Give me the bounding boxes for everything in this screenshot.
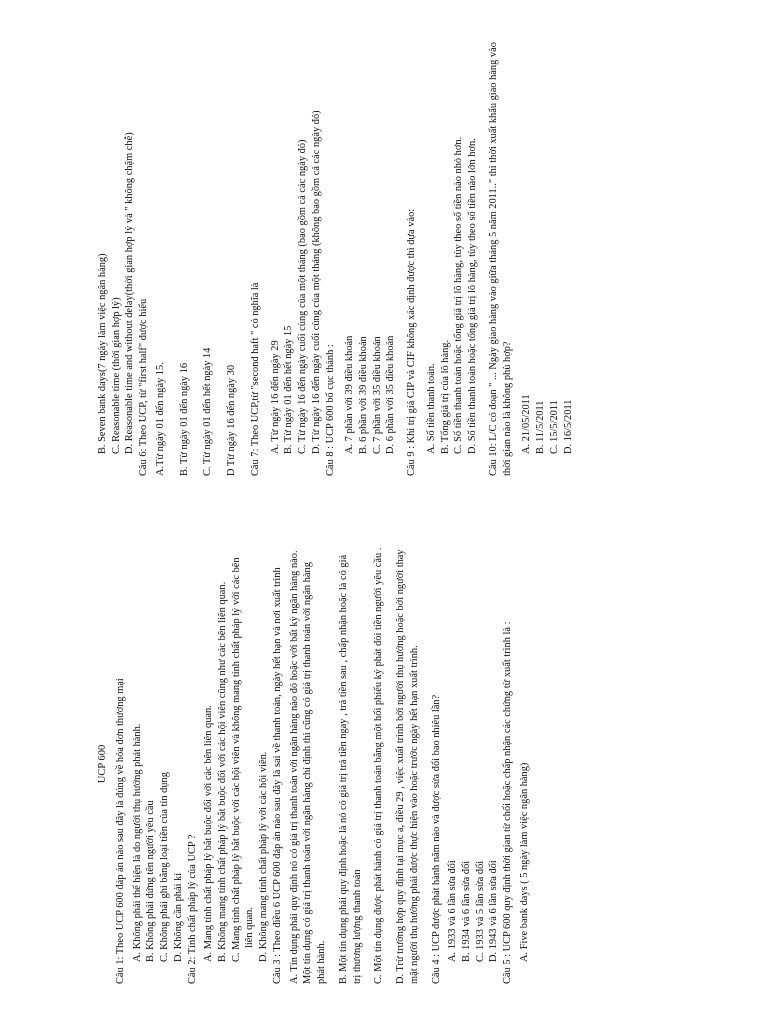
question-8-option-b: B. 6 phần với 39 điều khoản <box>358 336 370 454</box>
question-7-option-d: D. Từ ngày 16 đến ngày cuối cùng của một tháng (không bao gồm cả các ngày đó) <box>310 110 322 454</box>
question-2-option-a: A. Mang tính chất pháp lý bắt buộc đối với các bên liên quan. <box>203 705 215 962</box>
page-title: UCP 600 <box>97 744 108 784</box>
question-1: Câu 1: Theo UCP 600 đáp án nào sau đây là đúng về hóa đơn thương mại <box>114 678 126 984</box>
question-9-option-d: D. Số tiền thanh toán hoặc tổng giá trị lô hàng, tùy theo số tiền nào lớn hơn. <box>467 138 479 454</box>
left-column <box>96 544 532 984</box>
question-1-option-a: A. Không phải thể hiện là do người thụ hưởng phát hành. <box>131 723 143 962</box>
question-8: Câu 8 : UCP 600 bố cục thành : <box>324 344 336 476</box>
question-2: Câu 2: Tính chất pháp lý của UCP ? <box>186 834 198 984</box>
right-column <box>96 36 575 476</box>
question-3-option-d: D. Trừ trường hợp quy định tại mục a, điều 29 , việc xuất trình bởi người thụ hưởng hoặc bởi người thay mặt người thụ hưởng phải được thực hiện vào hoặc trước ngày hết hạn xuất trình. <box>395 549 420 984</box>
question-3: Câu 3 : Theo điều 6 UCP 600 đáp án nào sau đây là sai về thanh toán, ngày hết hạn và nơi xuất trình <box>271 567 283 984</box>
question-4-option-a: A. 1933 và 6 lần sửa đổi <box>447 860 459 962</box>
question-9-option-a: A. Số tiền thanh toán. <box>425 363 437 454</box>
question-5-option-d: D. Reasonable time and without delay(thời gian hợp lý và " không chậm chễ) <box>124 132 136 454</box>
question-2-option-c: C. Mang tính chất pháp lý bắt buộc với các hội viên và không mang tính chất pháp lý với các bên liên quan. <box>230 557 256 962</box>
question-9-option-b: B. Tổng giá trị của lô hàng. <box>439 339 451 454</box>
question-5-option-c: C. Reasonable time (thời gian hợp lý) <box>110 297 122 454</box>
question-3-option-c: C. Một tín dụng được phát hành có giá trị thanh toán bằng một hối phiếu ký phát đòi tiền người yêu cầu . <box>373 547 385 984</box>
question-10: Câu 10: L/C có đoạn " ... Ngày giao hàng vào giữa tháng 5 năm 2011.." thì thời xuất khẩu giao hàng vào thời gian nào là không phù hợp? <box>487 42 513 476</box>
question-6-option-a: A.Từ ngày 01 đến ngày 15. <box>154 362 166 476</box>
question-8-option-c: C. 7 phần với 35 điều khoản <box>371 336 383 454</box>
question-10-option-d: D. 16/5/2011 <box>562 399 574 454</box>
question-8-option-d: D. 6 phần với 35 điều khoản <box>385 335 397 454</box>
question-6-option-c: C. Từ ngày 01 đến hết ngày 14 <box>202 347 214 476</box>
question-5: Câu 5 : UCP 600 quy định thời gian từ chối hoặc chấp nhận các chứng từ xuất trình là : <box>502 621 514 984</box>
question-3-option-b: B. Một tín dụng phải quy định hoặc là nó có giá trị trả tiền ngay , trả tiền sau , chấp nhận hoặc là có giá trị thương lượng thanh toán <box>337 554 363 984</box>
question-4-option-c: C. 1933 và 5 lần sửa đổi <box>474 860 486 962</box>
question-2-option-b: B. Không mang tính chất pháp lý bắt buộc đối với các hội viên cũng như các bên liên quan. <box>217 581 228 962</box>
question-6-option-b: B. Từ ngày 01 đến ngày 16 <box>178 362 190 476</box>
question-3-option-a: A. Tín dụng phải quy định nó có giá trị thanh toán với ngân hàng nào đó hoặc với bất kỳ ngân hàng nào. Một tín dụng có giá trị thanh toán với ngân hàng chỉ định thì cũng có giá trị thanh toán với ngân hàng phát hành. <box>288 550 328 984</box>
question-10-option-b: B. 11/5/2011 <box>535 400 547 454</box>
question-7: Câu 7: Theo UCP,từ "second haft " có nghĩa là <box>249 282 261 476</box>
question-10-option-c: C. 15/5/2011 <box>548 400 560 454</box>
question-4-option-b: B. 1934 và 6 lần sửa đổi <box>461 860 473 962</box>
question-6: Câu 6: Theo UCP, từ "first half" được hiểu <box>138 298 150 476</box>
question-5-option-a: A. Five bank days ( 5 ngày làm việc ngân hàng) <box>518 762 530 962</box>
question-8-option-a: A. 7 phần với 39 điều khoản <box>344 335 356 454</box>
question-4: Câu 4 : UCP được phát hành năm nào và được sửa đổi bao nhiêu lần? <box>430 694 442 984</box>
question-10-option-a: A. 21/05/2011 <box>521 394 533 454</box>
question-7-option-c: C. Từ ngày 16 đến ngày cuối cùng của một tháng (bao gồm cả các ngày đó) <box>297 139 309 454</box>
question-1-option-c: C. Không phải ghi bằng loại tiền của tín dụng <box>159 772 171 962</box>
question-9-option-c: C. Số tiền thanh toán hoặc tổng giá trị lô hàng, tùy theo số tiền nào nhỏ hơn. <box>453 136 465 454</box>
question-9: Câu 9 : Khi trị giá CIP và CIF không xác định được thì dựa vào: <box>406 208 418 476</box>
question-1-option-b: B. Không phải đứng tên người yêu cầu <box>145 800 157 962</box>
question-5-option-b: B. Seven bank days(7 ngày làm việc ngân hàng) <box>97 253 108 454</box>
question-2-option-d: D. Không mang tính chất pháp lý với các hội viên. <box>258 751 270 962</box>
question-7-option-a: A. Từ ngày 16 đến ngày 29 <box>269 340 281 454</box>
question-7-option-b: B. Từ ngày 01 đến hết ngày 15 <box>283 325 295 454</box>
question-1-option-d: D. Không cần phải kí <box>172 872 184 962</box>
question-4-option-d: D. 1943 và 6 lần sửa đổi <box>488 860 500 962</box>
question-6-option-d: D Từ ngày 16 đến ngày 30 <box>226 364 238 476</box>
